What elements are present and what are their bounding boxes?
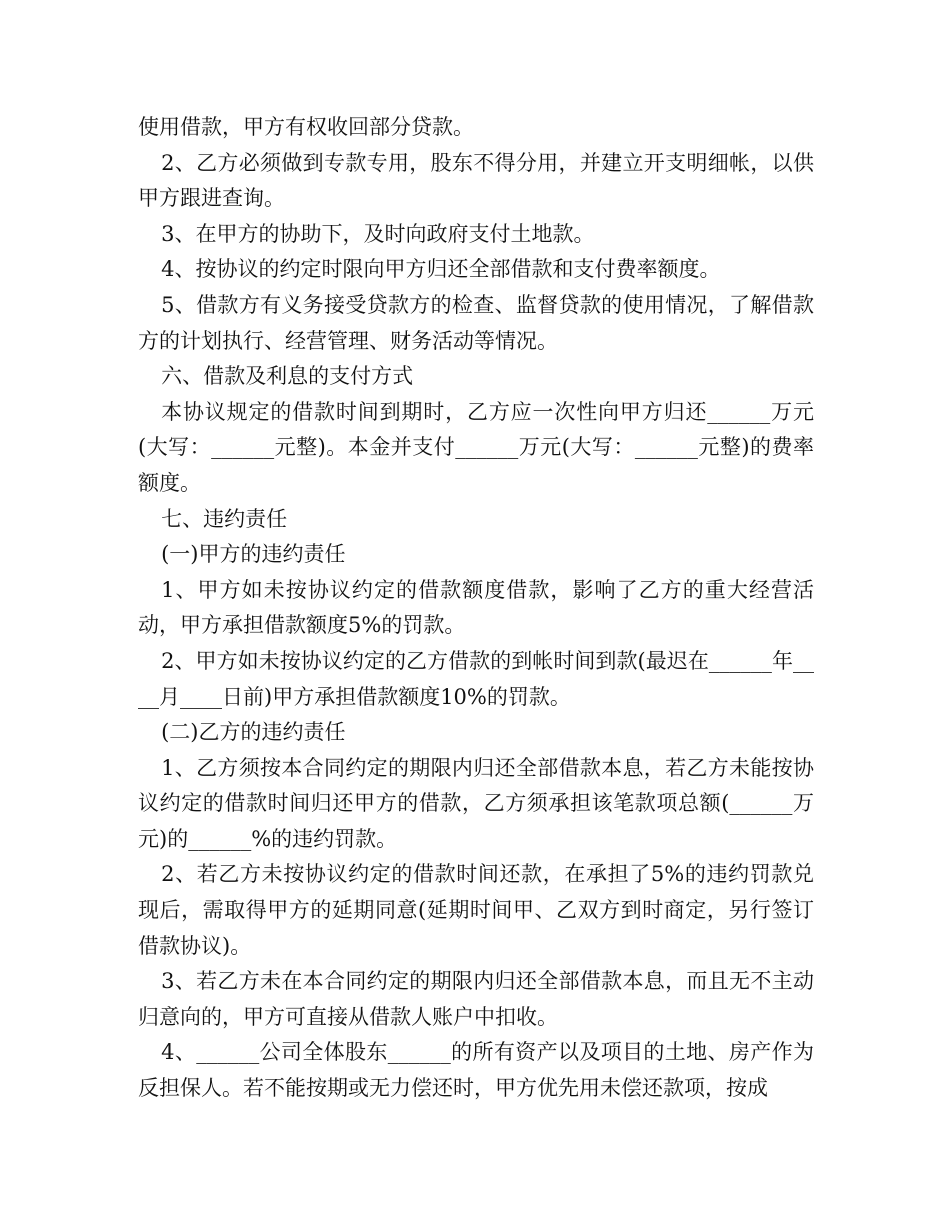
paragraph: 4、______公司全体股东______的所有资产以及项目的土地、房产作为反担保人。若不能按期或无力偿还时，甲方优先用未偿还款项，按成 [138, 1040, 814, 1101]
section-heading: 七、违约责任 [161, 506, 288, 531]
paragraph: 3、在甲方的协助下，及时向政府支付土地款。 [161, 221, 595, 246]
document-body [138, 110, 814, 1107]
subsection-heading: (二)乙方的违约责任 [161, 720, 346, 745]
paragraph: 2、乙方必须做到专款专用，股东不得分用，并建立开支明细帐，以供甲方跟进查询。 [138, 150, 814, 211]
paragraph: 本协议规定的借款时间到期时，乙方应一次性向甲方归还______万元(大写：______元整)。本金并支付______万元(大写：______元整)的费率额度。 [138, 399, 814, 495]
section-heading: 六、借款及利息的支付方式 [161, 364, 414, 389]
paragraph: 使用借款，甲方有权收回部分贷款。 [138, 115, 474, 139]
subsection-heading: (一)甲方的违约责任 [161, 542, 346, 567]
paragraph: 2、若乙方未按协议约定的借款时间还款，在承担了5%的违约罚款兑现后，需取得甲方的延期同意(延期时间甲、乙双方到时商定，另行签订借款协议)。 [138, 862, 814, 958]
paragraph: 5、借款方有义务接受贷款方的检查、监督贷款的使用情况，了解借款方的计划执行、经营管理、财务活动等情况。 [138, 292, 814, 353]
paragraph: 1、甲方如未按协议约定的借款额度借款，影响了乙方的重大经营活动，甲方承担借款额度5%的罚款。 [138, 577, 814, 638]
paragraph: 2、甲方如未按协议约定的乙方借款的到帐时间到款(最迟在______年____月____日前)甲方承担借款额度10%的罚款。 [138, 648, 814, 709]
paragraph: 1、乙方须按本合同约定的期限内归还全部借款本息，若乙方未能按协议约定的借款时间归还甲方的借款，乙方须承担该笔款项总额(______万元)的______%的违约罚款。 [138, 755, 814, 851]
paragraph: 3、若乙方未在本合同约定的期限内归还全部借款本息，而且无不主动归意向的，甲方可直接从借款人账户中扣收。 [138, 969, 814, 1029]
paragraph: 4、按协议的约定时限向甲方归还全部借款和支付费率额度。 [161, 257, 721, 282]
